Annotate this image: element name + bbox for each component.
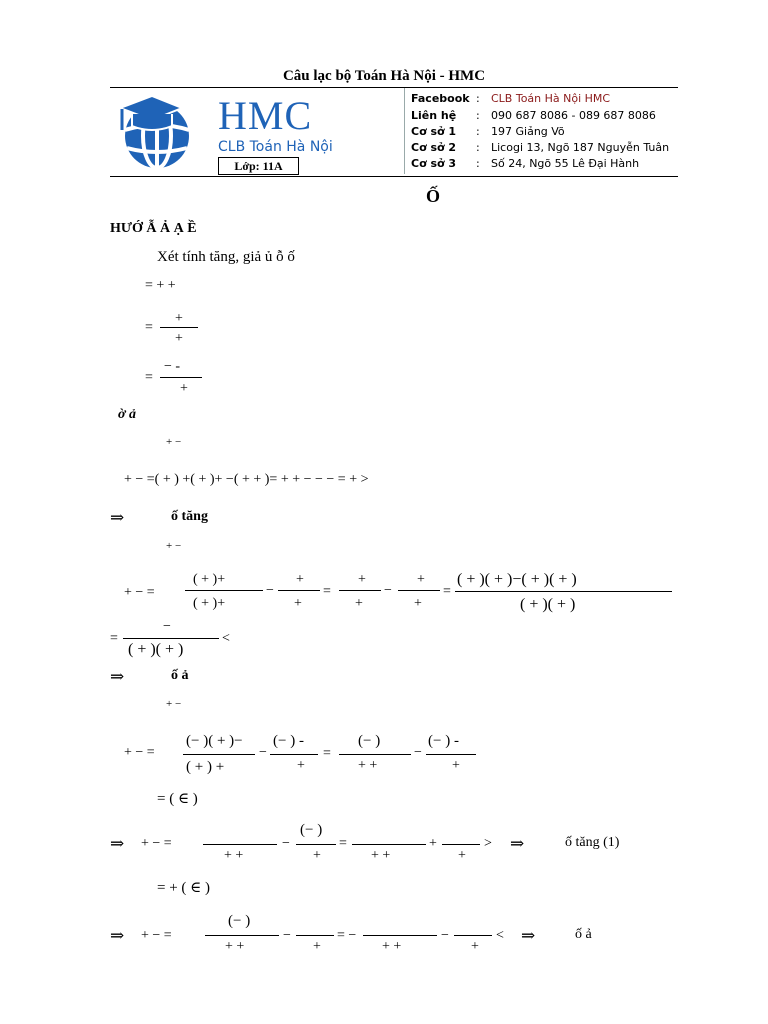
info-colon: : (476, 92, 480, 105)
fraction-bar (454, 935, 492, 936)
part-c-subscript: + − (166, 698, 182, 710)
implies-arrow: ⇒ (110, 834, 125, 853)
part-c-lhs: + − = (124, 745, 155, 760)
header-divider (404, 88, 405, 174)
part-b-frac1-num: ( + )+ (193, 572, 226, 587)
fraction-bar (278, 590, 320, 591)
page-heading: Ố (426, 186, 441, 206)
solution-label: ờ ả (118, 407, 137, 422)
part-c-odd-frac1-num: (− ) (228, 913, 251, 929)
part-c-frac2-num: (− ) - (273, 733, 304, 749)
part-c-odd-frac3-den: + + (382, 939, 402, 954)
class-label: Lớp: 11A (218, 157, 299, 175)
sequence-b-equals: = (145, 320, 153, 335)
part-b-result-den: ( + )( + ) (128, 641, 184, 658)
brand-name: HMC (218, 93, 313, 138)
part-c-even-conclusion: ố tăng (1) (565, 835, 620, 850)
part-b-lhs: + − = (124, 585, 155, 600)
fraction-bar (363, 935, 437, 936)
implies-arrow: ⇒ (110, 926, 125, 945)
sequence-b-numerator: + (175, 311, 183, 326)
case-odd: = + ( ∈ ) (157, 880, 211, 896)
implies-arrow: ⇒ (521, 926, 536, 945)
info-label-campus-2: Cơ sở 2 (411, 141, 457, 154)
header-bottom-rule (110, 176, 678, 177)
less-than-sign: < (222, 631, 230, 646)
sequence-c-numerator: − - (164, 359, 181, 374)
info-value-campus-2: Licogi 13, Ngõ 187 Nguyễn Tuân (491, 141, 670, 154)
equals-sign: = (323, 584, 331, 599)
fraction-bar (123, 638, 219, 639)
part-c-odd-frac1-den: + + (225, 939, 245, 954)
minus-sign: − (414, 745, 422, 760)
sequence-a-definition: = + + (145, 278, 176, 293)
fraction-bar (205, 935, 279, 936)
part-c-odd-frac4-den: + (471, 939, 479, 954)
fraction-bar (352, 844, 426, 845)
fraction-bar (183, 754, 255, 755)
plus-sign: + (429, 836, 437, 851)
part-c-frac1-den: ( + ) + (186, 759, 225, 775)
fraction-bar (296, 844, 336, 845)
part-c-even-frac2-den: + (313, 848, 321, 863)
part-c-frac3-num: (− ) (358, 733, 381, 749)
hmc-logo-icon (112, 90, 202, 172)
info-colon: : (476, 141, 480, 154)
part-b-subscript: + − (166, 540, 182, 552)
part-c-even-frac2-num: (− ) (300, 822, 323, 838)
part-b-conclusion: ố ả (171, 668, 189, 683)
fraction-bar (185, 590, 263, 591)
brand-subtitle: CLB Toán Hà Nội (218, 139, 333, 155)
equals-sign: = (323, 746, 331, 761)
info-colon: : (476, 125, 480, 138)
part-b-frac2-num: + (296, 572, 304, 587)
fraction-bar (339, 590, 381, 591)
info-colon: : (476, 157, 480, 170)
part-a-conclusion: ố tăng (171, 509, 208, 524)
implies-arrow: ⇒ (110, 508, 125, 527)
part-b-frac2-den: + (294, 596, 302, 611)
fraction-bar (442, 844, 480, 845)
part-b-result-num: − (163, 619, 171, 634)
part-c-odd-lhs: + − = (141, 928, 172, 943)
implies-arrow: ⇒ (510, 834, 525, 853)
fraction-bar (455, 591, 672, 592)
part-b-frac5-den: ( + )( + ) (520, 596, 576, 613)
fraction-bar (203, 844, 277, 845)
part-b-frac5-num: ( + )( + )−( + )( + ) (457, 571, 577, 588)
part-c-even-frac1-den: + + (224, 848, 244, 863)
minus-sign: − (283, 928, 291, 943)
greater-than-sign: > (484, 836, 492, 851)
info-label-campus-1: Cơ sở 1 (411, 125, 457, 138)
minus-sign: − (266, 583, 274, 598)
equals-sign: = (443, 584, 451, 599)
part-c-frac2-den: + (297, 758, 305, 773)
intro-text: Xét tính tăng, giả ủ ỗ ố (157, 249, 295, 265)
fraction-bar (296, 935, 334, 936)
sequence-c-denominator: + (180, 381, 188, 396)
fraction-bar (270, 754, 318, 755)
minus-sign: − (384, 583, 392, 598)
part-b-frac4-den: + (414, 596, 422, 611)
info-value-campus-1: 197 Giảng Võ (491, 125, 565, 138)
equals-sign: = (339, 836, 347, 851)
part-c-odd-frac2-den: + (313, 939, 321, 954)
part-c-frac1-num: (− )( + )− (186, 733, 243, 749)
sequence-c-equals: = (145, 370, 153, 385)
header-top-rule (110, 87, 678, 88)
info-label-contact: Liên hệ (411, 109, 457, 122)
fraction-bar (398, 590, 440, 591)
part-c-odd-conclusion: ố ả (575, 927, 592, 942)
section-heading: HƯỚ Ẫ Ả Ạ Ề (110, 221, 197, 236)
part-c-frac4-den: + (452, 758, 460, 773)
part-c-frac3-den: + + (358, 758, 378, 773)
info-value-campus-3: Số 24, Ngõ 55 Lê Đại Hành (491, 157, 640, 170)
part-b-frac3-num: + (358, 572, 366, 587)
part-c-frac4-num: (− ) - (428, 733, 459, 749)
less-than-sign: < (496, 928, 504, 943)
info-value-contact: 090 687 8086 - 089 687 8086 (491, 109, 656, 122)
page-header-title: Câu lạc bộ Toán Hà Nội - HMC (282, 68, 486, 84)
equals-minus: = − (337, 928, 357, 943)
implies-arrow: ⇒ (110, 667, 125, 686)
part-c-even-frac4-den: + (458, 848, 466, 863)
minus-sign: − (282, 836, 290, 851)
equals-sign: = (110, 631, 118, 646)
part-a-computation: + − =( + ) +( + )+ −( + + )= + + − − − = + > (124, 472, 369, 487)
fraction-bar (426, 754, 476, 755)
fraction-bar (160, 377, 202, 378)
info-label-facebook: Facebook (411, 92, 470, 105)
minus-sign: − (259, 745, 267, 760)
minus-sign: − (441, 928, 449, 943)
sequence-b-denominator: + (175, 331, 183, 346)
case-even: = ( ∈ ) (157, 791, 198, 807)
fraction-bar (339, 754, 411, 755)
fraction-bar (160, 327, 198, 328)
part-b-frac3-den: + (355, 596, 363, 611)
part-b-frac4-num: + (417, 572, 425, 587)
info-label-campus-3: Cơ sở 3 (411, 157, 457, 170)
part-a-subscript: + − (166, 436, 182, 448)
info-colon: : (476, 109, 480, 122)
part-c-even-lhs: + − = (141, 836, 172, 851)
part-c-even-frac3-den: + + (371, 848, 391, 863)
part-b-frac1-den: ( + )+ (193, 596, 226, 611)
info-value-facebook[interactable]: CLB Toán Hà Nội HMC (491, 92, 611, 105)
